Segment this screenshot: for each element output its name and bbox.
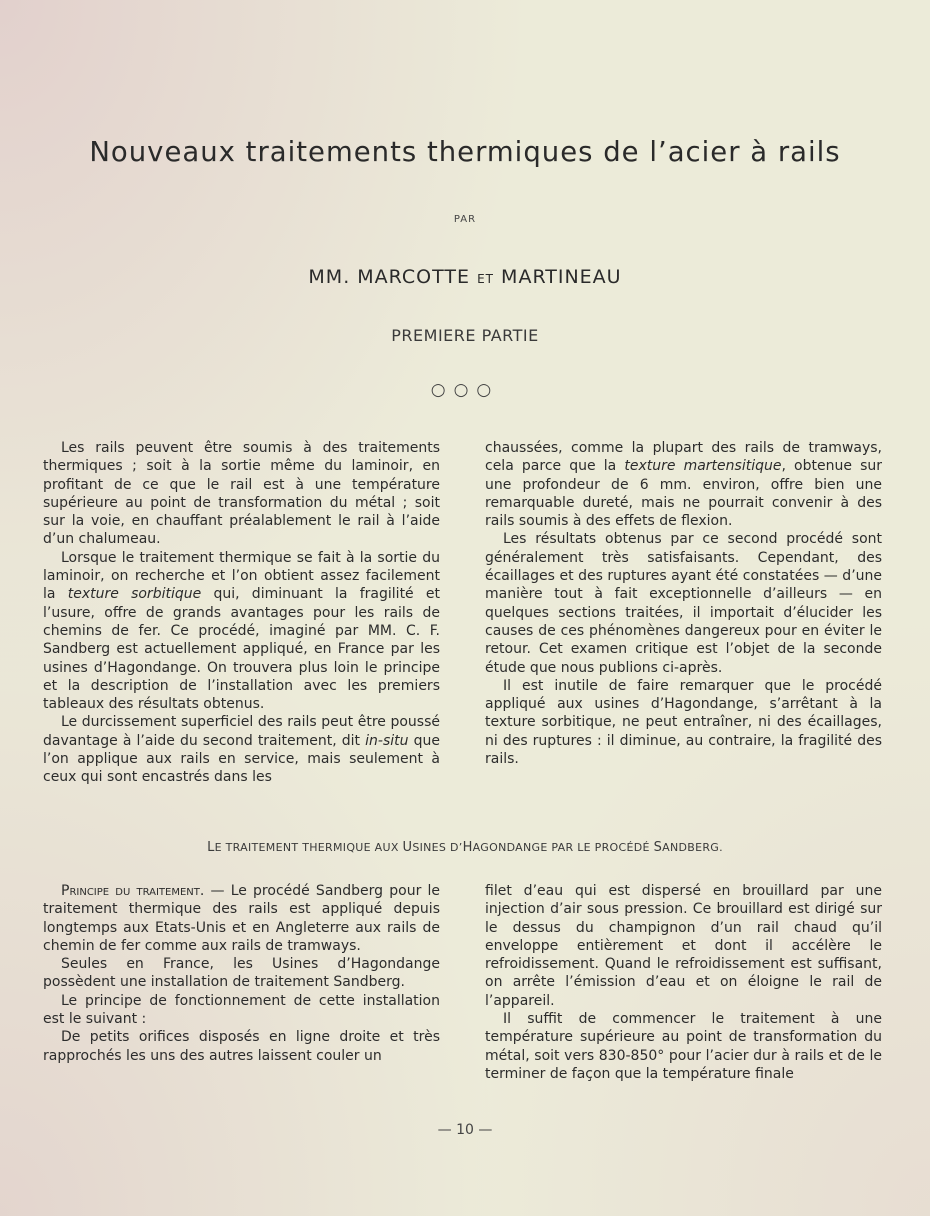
part-label: PREMIERE PARTIE — [391, 326, 539, 345]
paragraph: Les résultats obtenus par ce second procédé sont généralement très satisfaisants. Cependant, des écaillages et des ruptures ayant été constatées — d’une manière tout à fait exceptionnelle d’ailleurs — en quelques sections traitées, il importait d’élucider les causes de ces phénomènes dangereux pour en éviter le retour. Cet examen critique est l’objet de la seconde étude que nous publions ci-après. — [485, 531, 882, 676]
paragraph — [43, 713, 440, 786]
paragraph: De petits orifices disposés en ligne droite et très rapprochés les uns des autres laissent couler un — [43, 1029, 440, 1064]
paragraph — [43, 549, 440, 714]
paragraph: Il est inutile de faire remarquer que le procédé appliqué aux usines d’Hagondange, s’arrêtant à la texture sorbitique, ne peut entraîner, ni des écaillages, ni des ruptures : il diminue, au contraire, la fragilité des rails. — [485, 677, 882, 768]
text-run: que l’on applique aux rails en service, mais seulement à ceux qui sont encastrés dans les — [43, 732, 440, 786]
authors-conjunction: ET — [477, 272, 494, 286]
heading-smallcaps: ANDBERG. — [662, 841, 723, 854]
section-column-left — [43, 882, 440, 1065]
intro-column-right — [485, 439, 882, 768]
text-run: Le durcissement superficiel des rails peut être poussé davantage à l’aide du second traitement, dit — [43, 714, 440, 749]
paragraph — [43, 882, 440, 955]
authors-second: MARTINEAU — [501, 266, 622, 288]
italic-term: in-situ — [365, 732, 409, 749]
heading-initial: H — [462, 840, 473, 855]
text-run: chaussées, comme la plupart des rails de tramways, cela parce que la — [485, 440, 882, 475]
paragraph: Les rails peuvent être soumis à des traitements thermiques ; soit à la sortie même du laminoir, en profitant de ce que le rail est à une température supérieure au point de transformation du métal ; soit sur la voie, en chauffant préalablement le rail à l’aide d’un chalumeau. — [43, 440, 440, 548]
authors-first: MM. MARCOTTE — [308, 266, 471, 288]
heading-initial: S — [653, 840, 663, 855]
paragraph: Le principe de fonctionnement de cette installation est le suivant : — [43, 992, 440, 1028]
section-heading — [0, 840, 930, 855]
paragraph — [485, 439, 882, 530]
text-run: Lorsque le traitement thermique se fait à la sortie du laminoir, on recherche et l’on obtient assez facilement la — [43, 549, 440, 603]
section-column-right — [485, 882, 882, 1083]
authors — [0, 266, 930, 288]
intro-column-left — [43, 439, 440, 787]
page-number: — 10 — — [437, 1122, 493, 1138]
paragraph: filet d’eau qui est dispersé en brouillard par une injection d’air sous pression. Ce brouillard est dirigé sur le dessus du champignon d’un rail chaud qu’il enveloppe entièrement et dont il accélère le refroidissement. Quand le refroidissement est suffisant, on arrête l’émission d’eau et on éloigne le rail de l’appareil. — [485, 883, 882, 1009]
by-label: PAR — [453, 214, 477, 225]
paragraph: Seules en France, les Usines d’Hagondange possèdent une installation de traitement Sandberg. — [43, 956, 440, 991]
italic-term: texture sorbitique — [67, 586, 202, 603]
text-run: qui, diminuant la fragilité et l’usure, offre de grands avantages pour les rails de chemins de fer. Ce procédé, imaginé par MM. C. F. Sandberg est actuellement appliqué, en France par les usines d’Hagondange. On trouvera plus loin le principe et la description de l’installation avec les premiers tableaux des résultats obtenus. — [43, 586, 441, 713]
paragraph: Il suffit de commencer le traitement à une température supérieure au point de transformation du métal, soit vers 830-850° pour l’acier dur à rails et de le terminer de façon que la température finale — [485, 1011, 882, 1082]
italic-term: texture martensitique — [624, 458, 782, 475]
article-title: Nouveaux traitements thermiques de l’acier à rails — [89, 136, 841, 168]
heading-smallcaps: SINES D’ — [412, 841, 463, 854]
paragraph-lead: Principe du traitement. — [61, 883, 205, 899]
circle-ornament-icon: ○○○ — [430, 380, 500, 400]
heading-smallcaps: E TRAITEMENT THERMIQUE AUX — [214, 841, 403, 854]
text-run: , obtenue sur une profondeur de 6 mm. environ, offre bien une remarquable dureté, mais ne pourrait convenir à des rails soumis à des effets de flexion. — [485, 458, 882, 530]
heading-initial: U — [402, 840, 413, 855]
heading-smallcaps: AGONDANGE PAR LE PROCÉDÉ — [472, 841, 654, 854]
text-run: — Le procédé Sandberg pour le traitement thermique des rails est appliqué depuis longtemps aux Etats-Unis et en Angleterre aux rails de chemin de fer comme aux rails de tramways. — [43, 883, 440, 954]
heading-initial: L — [207, 840, 215, 855]
